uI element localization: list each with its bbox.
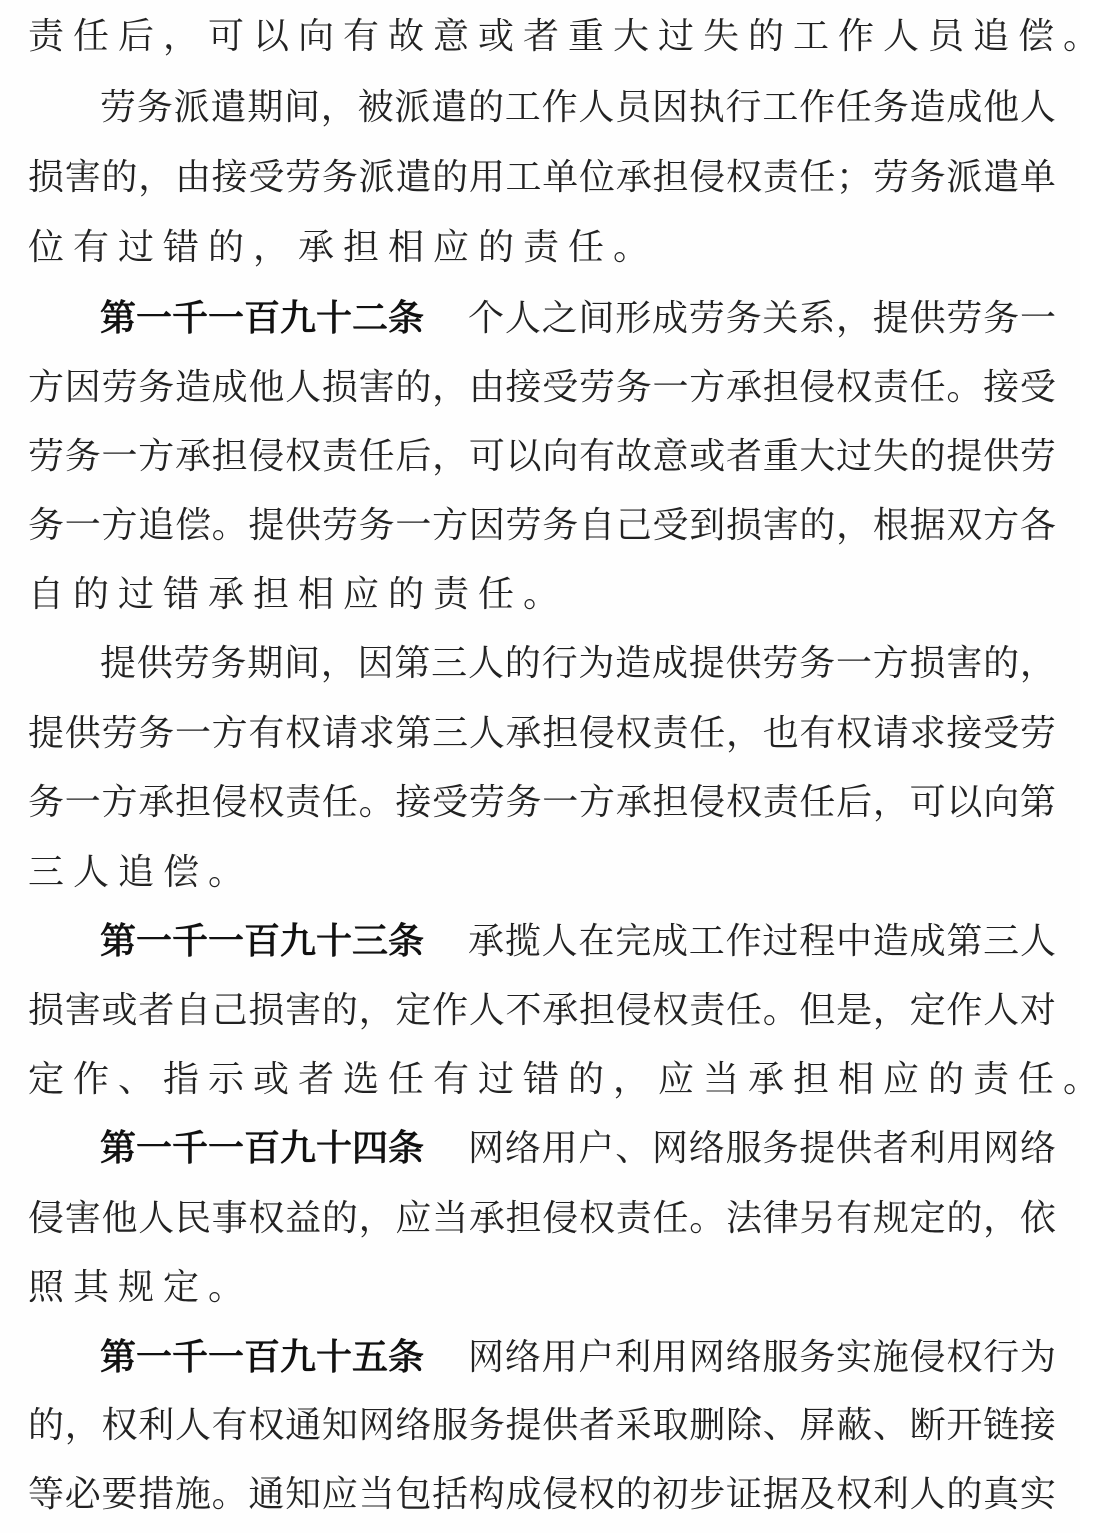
text-line xyxy=(28,840,1056,906)
line-text: 责 任 后 ， 可 以 向 有 故 意 或 者 重 大 过 失 的 工 作 人 员 追 偿 。 xyxy=(28,16,1099,57)
line-text: 的 ， 权 利 人 有 权 通 知 网 络 服 务 提 供 者 采 取 删 除 、 屏 蔽 、 断 开 链 接 xyxy=(28,1405,1056,1446)
line-text: 损 害 或 者 自 己 损 害 的 ， 定 作 人 不 承 担 侵 权 责 任 。 但 是 ， 定 作 人 对 xyxy=(28,990,1056,1031)
text-line xyxy=(28,1255,1056,1321)
line-text: 劳 务 派 遣 期 间 ， 被 派 遣 的 工 作 人 员 因 执 行 工 作 任 务 造 成 他 人 xyxy=(100,87,1056,128)
line-text: 自 的 过 错 承 担 相 应 的 责 任 。 xyxy=(28,574,560,615)
article-line xyxy=(100,1325,1056,1391)
article-line xyxy=(100,909,1056,975)
text-line xyxy=(28,1393,1056,1459)
text-line xyxy=(28,145,1056,211)
line-text: 等 必 要 措 施 。 通 知 应 当 包 括 构 成 侵 权 的 初 步 证 据 及 权 利 人 的 真 实 xyxy=(28,1474,1056,1515)
text-line xyxy=(28,1462,1056,1528)
line-text: 个 人 之 间 形 成 劳 务 关 系 ， 提 供 劳 务 一 xyxy=(468,298,1056,339)
line-text: 提 供 劳 务 期 间 ， 因 第 三 人 的 行 为 造 成 提 供 劳 务 一 方 损 害 的 ， xyxy=(100,643,1056,684)
text-line xyxy=(28,4,1099,70)
article-heading: 第一千一百九十五条 xyxy=(100,1337,425,1378)
line-text: 网 络 用 户 、 网 络 服 务 提 供 者 利 用 网 络 xyxy=(468,1128,1056,1169)
text-line xyxy=(100,631,1056,697)
text-line xyxy=(28,493,1056,559)
article-line xyxy=(100,1116,1056,1182)
text-line xyxy=(28,1047,1099,1113)
line-text: 承 揽 人 在 完 成 工 作 过 程 中 造 成 第 三 人 xyxy=(468,921,1056,962)
article-heading: 第一千一百九十四条 xyxy=(100,1128,425,1169)
text-line xyxy=(28,562,1056,628)
text-line xyxy=(28,355,1056,421)
line-text: 定 作 、 指 示 或 者 选 任 有 过 错 的 ， 应 当 承 担 相 应 的 责 任 。 xyxy=(28,1059,1099,1100)
line-text: 提 供 劳 务 一 方 有 权 请 求 第 三 人 承 担 侵 权 责 任 ， 也 有 权 请 求 接 受 劳 xyxy=(28,713,1056,754)
line-text: 劳 务 一 方 承 担 侵 权 责 任 后 ， 可 以 向 有 故 意 或 者 重 大 过 失 的 提 供 劳 xyxy=(28,436,1056,477)
line-text: 位 有 过 错 的 ， 承 担 相 应 的 责 任 。 xyxy=(28,227,650,268)
text-line xyxy=(100,75,1056,141)
line-text: 务 一 方 追 偿 。 提 供 劳 务 一 方 因 劳 务 自 己 受 到 损 害 的 ， 根 据 双 方 各 xyxy=(28,505,1056,546)
line-text: 损 害 的 ， 由 接 受 劳 务 派 遣 的 用 工 单 位 承 担 侵 权 责 任 ； 劳 务 派 遣 单 xyxy=(28,157,1056,198)
line-text: 网 络 用 户 利 用 网 络 服 务 实 施 侵 权 行 为 xyxy=(468,1337,1056,1378)
text-line xyxy=(28,424,1056,490)
line-text: 照 其 规 定 。 xyxy=(28,1267,245,1308)
article-heading: 第一千一百九十二条 xyxy=(100,298,425,339)
text-line xyxy=(28,978,1056,1044)
line-text: 方 因 劳 务 造 成 他 人 损 害 的 ， 由 接 受 劳 务 一 方 承 担 侵 权 责 任 。 接 受 xyxy=(28,367,1056,408)
line-text: 三 人 追 偿 。 xyxy=(28,852,245,893)
line-text: 务 一 方 承 担 侵 权 责 任 。 接 受 劳 务 一 方 承 担 侵 权 责 任 后 ， 可 以 向 第 xyxy=(28,782,1056,823)
article-heading: 第一千一百九十三条 xyxy=(100,921,425,962)
text-line xyxy=(28,770,1056,836)
article-line xyxy=(100,286,1056,352)
text-line xyxy=(28,215,1056,281)
text-line xyxy=(28,1186,1056,1252)
text-line xyxy=(28,701,1056,767)
line-text: 侵 害 他 人 民 事 权 益 的 ， 应 当 承 担 侵 权 责 任 。 法 律 另 有 规 定 的 ， 依 xyxy=(28,1198,1056,1239)
